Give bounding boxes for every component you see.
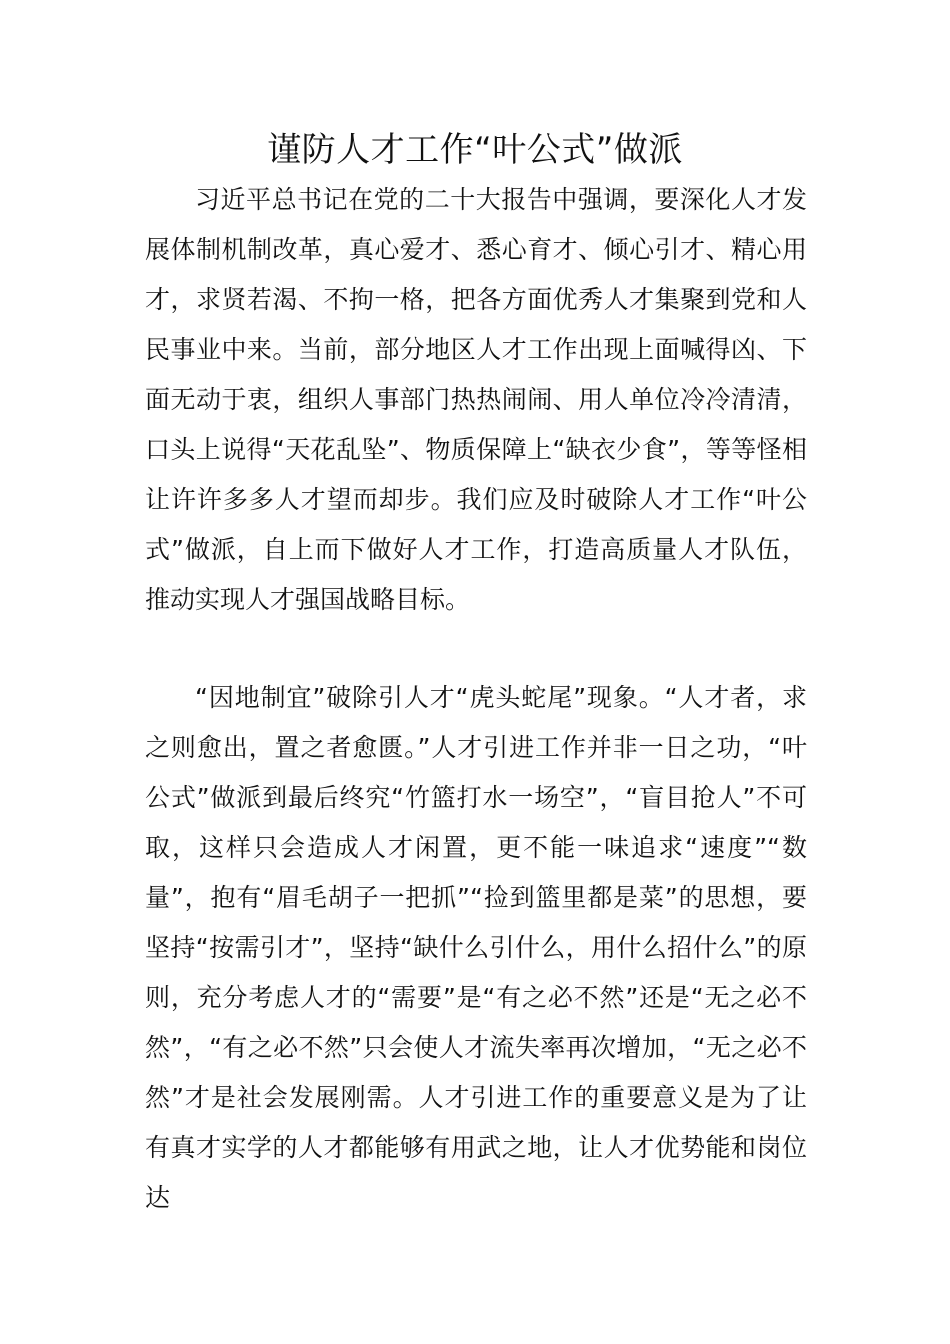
paragraph-intro: 习近平总书记在党的二十大报告中强调，要深化人才发展体制机制改革，真心爱才、悉心育才、倾心引才、精心用才，求贤若渴、不拘一格，把各方面优秀人才集聚到党和人民事业中来。当前，部分地区人才工作出现上面喊得凶、下面无动于衷，组织人事部门热热闹闹、用人单位冷冷清清，口头上说得“天花乱坠”、物质保障上“缺衣少食”，等等怪相让许许多多人才望而却步。我们应及时破除人才工作“叶公式”做派，自上而下做好人才工作，打造高质量人才队伍，推动实现人才强国战略目标。 xyxy=(145,185,807,614)
document-title: 谨防人才工作“叶公式”做派 xyxy=(267,130,683,170)
paragraph-section-one: “因地制宜”破除引人才“虎头蛇尾”现象。“人才者，求之则愈出，置之者愈匮。”人才引进工作并非一日之功，“叶公式”做派到最后终究“竹篮打水一场空”，“盲目抢人”不可取，这样只会造成人才闲置，更不能一味追求“速度”“数量”，抱有“眉毛胡子一把抓”“捡到篮里都是菜”的思想，要坚持“按需引才”，坚持“缺什么引什么，用什么招什么”的原则，充分考虑人才的“需要”是“有之必不然”还是“无之必不然”，“有之必不然”只会使人才流失率再次增加，“无之必不然”才是社会发展刚需。人才引进工作的重要意义是为了让有真才实学的人才都能够有用武之地，让人才优势能和岗位达 xyxy=(145,683,807,1212)
